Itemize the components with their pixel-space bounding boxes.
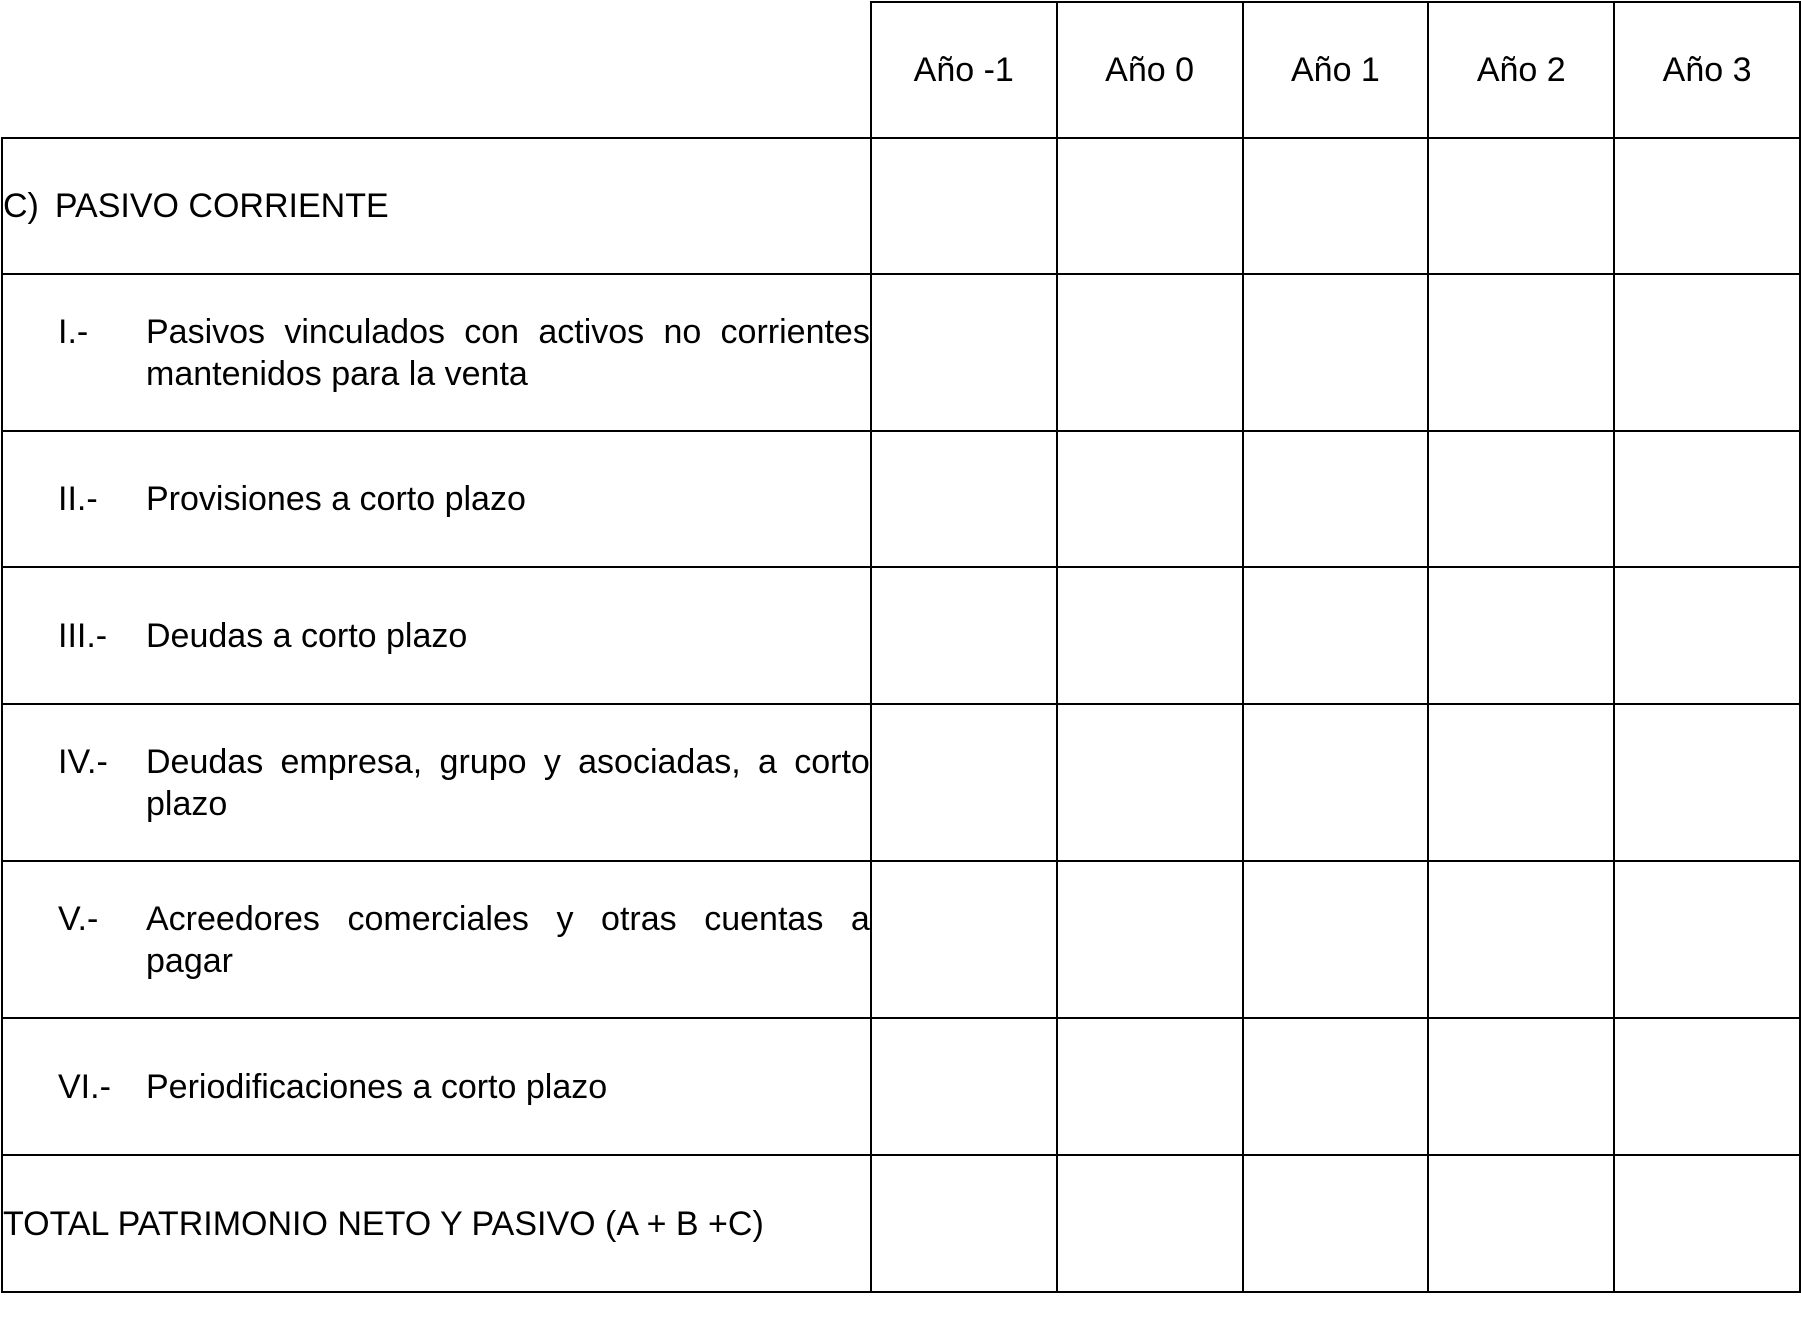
row-text: Periodificaciones a corto plazo <box>146 1067 608 1106</box>
value-cell <box>871 704 1057 861</box>
value-cell <box>871 431 1057 567</box>
value-cell <box>1428 274 1614 431</box>
section-title: PASIVO CORRIENTE <box>54 187 389 225</box>
value-cell <box>1428 1018 1614 1155</box>
value-cell <box>1428 1155 1614 1292</box>
row-text: Deudas empresa, grupo y asociadas, a corto plazo <box>146 742 870 823</box>
row-number: III.- <box>58 616 108 655</box>
row-number: II.- <box>58 480 98 518</box>
column-header-year-2: Año 2 <box>1428 2 1614 138</box>
row-label-cell <box>2 274 871 431</box>
value-cell <box>1057 861 1243 1018</box>
value-cell <box>1614 861 1800 1018</box>
value-cell <box>871 1155 1057 1292</box>
header-row <box>2 2 1800 138</box>
row-number: VI.- <box>58 1067 111 1106</box>
row-label-cell <box>2 431 871 567</box>
header-corner-cell <box>2 2 871 138</box>
value-cell <box>871 567 1057 704</box>
table-row <box>2 704 1800 861</box>
value-cell <box>1243 274 1429 431</box>
row-label-cell <box>2 1018 871 1155</box>
section-letter: C) <box>3 187 39 225</box>
row-number: V.- <box>58 899 99 938</box>
value-cell <box>1614 567 1800 704</box>
section-heading <box>3 185 870 227</box>
value-cell <box>1428 138 1614 274</box>
value-cell <box>1243 431 1429 567</box>
value-cell <box>1057 274 1243 431</box>
value-cell <box>1057 704 1243 861</box>
value-cell <box>871 274 1057 431</box>
value-cell <box>1428 861 1614 1018</box>
row-label <box>3 741 870 825</box>
table-row <box>2 1018 1800 1155</box>
row-number: I.- <box>58 312 89 351</box>
value-cell <box>1428 704 1614 861</box>
total-label: TOTAL PATRIMONIO NETO Y PASIVO (A + B +C) <box>3 1204 764 1243</box>
row-label <box>3 478 870 520</box>
value-cell <box>1614 704 1800 861</box>
value-cell <box>1428 567 1614 704</box>
value-cell <box>871 138 1057 274</box>
row-text: Deudas a corto plazo <box>146 616 468 655</box>
value-cell <box>1243 861 1429 1018</box>
value-cell <box>1614 431 1800 567</box>
value-cell <box>1243 704 1429 861</box>
value-cell <box>1057 431 1243 567</box>
row-number: IV.- <box>58 742 108 781</box>
value-cell <box>1243 138 1429 274</box>
value-cell <box>1614 1155 1800 1292</box>
column-header-year-0: Año 0 <box>1057 2 1243 138</box>
row-text: Pasivos vinculados con activos no corrientes mantenidos para la venta <box>146 312 870 393</box>
value-cell <box>871 1018 1057 1155</box>
row-label <box>3 898 870 982</box>
value-cell <box>1614 274 1800 431</box>
section-row <box>2 138 1800 274</box>
row-label <box>3 1066 870 1108</box>
row-label <box>3 615 870 657</box>
table-row <box>2 431 1800 567</box>
value-cell <box>1057 138 1243 274</box>
total-label-cell <box>2 1155 871 1292</box>
column-header-year-minus-1: Año -1 <box>871 2 1057 138</box>
row-label-cell <box>2 704 871 861</box>
value-cell <box>1614 138 1800 274</box>
value-cell <box>871 861 1057 1018</box>
section-heading-cell <box>2 138 871 274</box>
value-cell <box>1243 567 1429 704</box>
value-cell <box>1243 1155 1429 1292</box>
total-row <box>2 1155 1800 1292</box>
value-cell <box>1057 1018 1243 1155</box>
value-cell <box>1614 1018 1800 1155</box>
table-row <box>2 861 1800 1018</box>
row-label-cell <box>2 567 871 704</box>
value-cell <box>1057 1155 1243 1292</box>
balance-table <box>1 1 1801 1293</box>
value-cell <box>1057 567 1243 704</box>
value-cell <box>1243 1018 1429 1155</box>
column-header-year-3: Año 3 <box>1614 2 1800 138</box>
table-row <box>2 274 1800 431</box>
row-label <box>3 311 870 395</box>
value-cell <box>1428 431 1614 567</box>
row-text: Provisiones a corto plazo <box>146 480 526 518</box>
row-text: Acreedores comerciales y otras cuentas a pagar <box>146 899 870 980</box>
column-header-year-1: Año 1 <box>1243 2 1429 138</box>
table-row <box>2 567 1800 704</box>
row-label-cell <box>2 861 871 1018</box>
